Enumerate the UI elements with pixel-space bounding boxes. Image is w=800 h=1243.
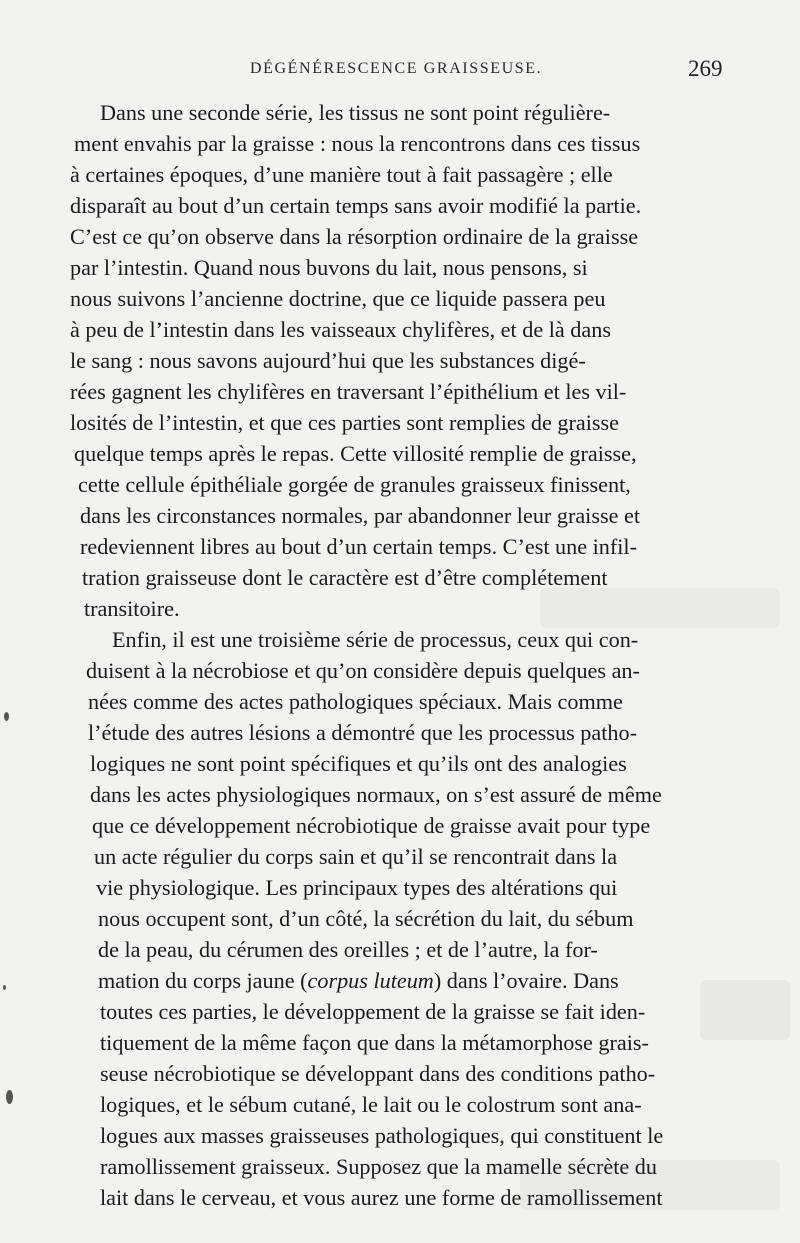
text-line: nous occupent sont, d’un côté, la sécrétion du lait, du sébum [98, 906, 634, 931]
text-line: Enfin, il est une troisième série de processus, ceux qui con- [112, 627, 639, 652]
page-number: 269 [688, 56, 723, 81]
text-line: seuse nécrobiotique se développant dans des conditions patho- [100, 1061, 656, 1086]
text-line: cette cellule épithéliale gorgée de granules graisseux finissent, [78, 472, 631, 497]
text-line: par l’intestin. Quand nous buvons du lait, nous pensons, si [70, 255, 588, 280]
latin-term: corpus luteum [307, 968, 434, 993]
text-line: ramollissement graisseux. Supposez que la mamelle sécrète du [100, 1154, 657, 1179]
paper-speck [6, 1090, 13, 1104]
text-line: à peu de l’intestin dans les vaisseaux chylifères, et de là dans [70, 317, 611, 342]
text-line: logiques ne sont point spécifiques et qu’ils ont des analogies [90, 751, 627, 776]
text-line: C’est ce qu’on observe dans la résorption ordinaire de la graisse [70, 224, 639, 249]
text-line: ment envahis par la graisse : nous la rencontrons dans ces tissus [74, 131, 641, 156]
bleed-through-shadow [700, 980, 790, 1040]
text-line: Dans une seconde série, les tissus ne sont point régulière- [100, 100, 611, 125]
text-line: le sang : nous savons aujourd’hui que les substances digé- [70, 348, 586, 373]
text-line: quelque temps après le repas. Cette villosité remplie de graisse, [74, 441, 637, 466]
text-line: mation du corps jaune (corpus luteum) dans l’ovaire. Dans [98, 968, 619, 993]
running-header [0, 56, 800, 90]
text-line: duisent à la nécrobiose et qu’on considère depuis quelques an- [86, 658, 640, 683]
text-line: transitoire. [84, 596, 180, 621]
text-line: l’étude des autres lésions a démontré que les processus patho- [88, 720, 637, 745]
text-line: losités de l’intestin, et que ces parties sont remplies de graisse [70, 410, 619, 435]
text-line: logues aux masses graisseuses pathologiques, qui constituent le [100, 1123, 664, 1148]
text-line: tration graisseuse dont le caractère est d’être complétement [82, 565, 608, 590]
text-line: un acte régulier du corps sain et qu’il se rencontrait dans la [94, 844, 618, 869]
text-line: rées gagnent les chylifères en traversant l’épithélium et les vil- [70, 379, 627, 404]
text-line: tiquement de la même façon que dans la métamorphose grais- [100, 1030, 649, 1055]
text-line: dans les actes physiologiques normaux, on s’est assuré de même [90, 782, 662, 807]
text-line: de la peau, du cérumen des oreilles ; et de l’autre, la for- [98, 937, 598, 962]
bleed-through-shadow [540, 588, 780, 628]
text-line: nous suivons l’ancienne doctrine, que ce liquide passera peu [70, 286, 606, 311]
paper-speck [3, 985, 6, 990]
text-line: logiques, et le sébum cutané, le lait ou le colostrum sont ana- [100, 1092, 642, 1117]
text-line: que ce développement nécrobiotique de graisse avait pour type [92, 813, 651, 838]
paper-speck [4, 712, 9, 721]
text-line: dans les circonstances normales, par abandonner leur graisse et [80, 503, 641, 528]
text-line: vie physiologique. Les principaux types des altérations qui [96, 875, 618, 900]
text-line: lait dans le cerveau, et vous aurez une forme de ramollissement [100, 1185, 663, 1210]
text-line: toutes ces parties, le développement de la graisse se fait iden- [100, 999, 646, 1024]
text-line: redeviennent libres au bout d’un certain temps. C’est une infil- [80, 534, 637, 559]
text-line: à certaines époques, d’une manière tout à fait passagère ; elle [70, 162, 613, 187]
running-title: DÉGÉNÉRESCENCE GRAISSEUSE. [250, 60, 543, 77]
text-line: nées comme des actes pathologiques spéciaux. Mais comme [88, 689, 623, 714]
text-line: disparaît au bout d’un certain temps sans avoir modifié la partie. [70, 193, 642, 218]
